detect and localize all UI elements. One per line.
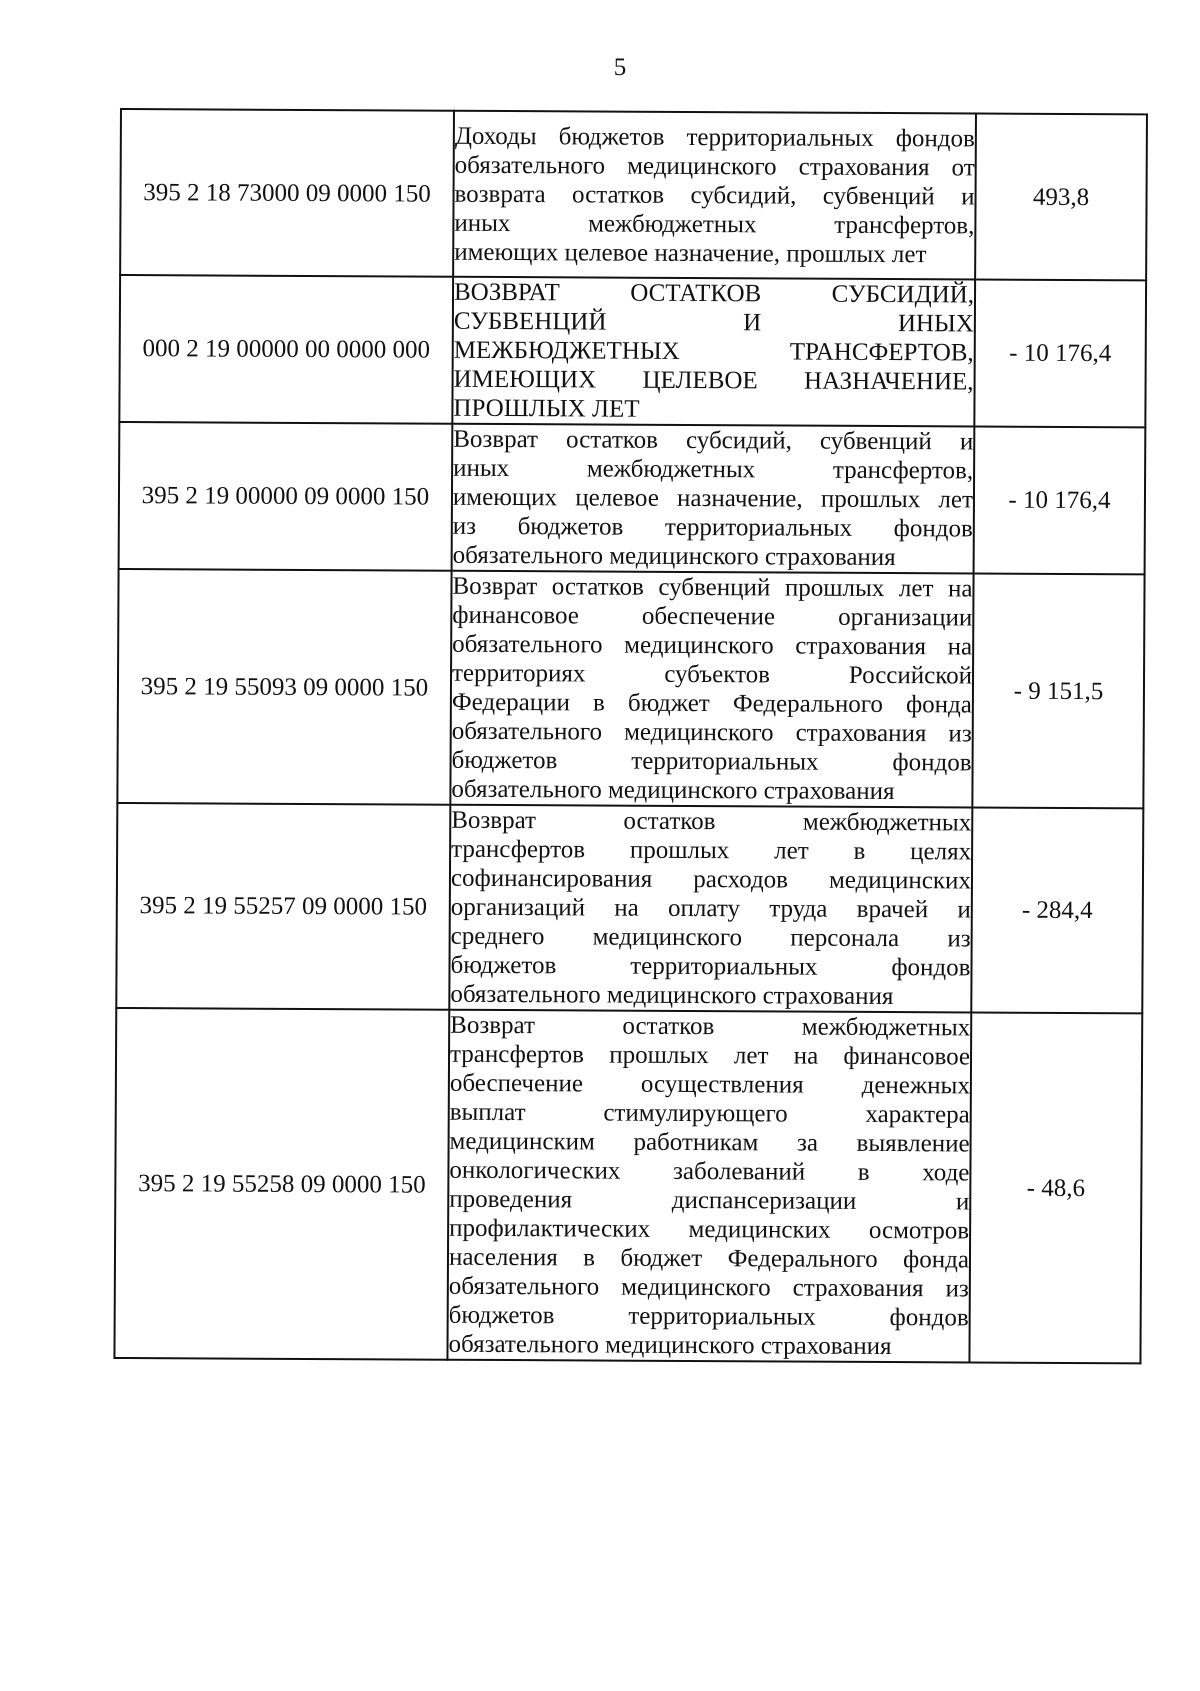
income-description-cell	[450, 571, 973, 808]
budget-table-body	[114, 109, 1147, 1363]
description-line: финансовое обеспечение организации	[452, 601, 973, 632]
amount-cell: - 10 176,4	[974, 426, 1146, 574]
description-line: имеющих целевое назначение, прошлых лет	[452, 483, 974, 514]
description-line: имеющих целевое назначение, прошлых лет	[454, 238, 927, 268]
table-row	[119, 422, 1146, 574]
income-description-cell	[452, 424, 975, 574]
description-line: обязательного медицинского страхования из	[451, 717, 972, 748]
page-number: 5	[613, 54, 627, 81]
description-line: онкологических заболеваний в ходе	[449, 1156, 970, 1187]
description-line: обязательного медицинского страхования от	[454, 151, 975, 181]
description-line: обязательного медицинского страхования	[450, 980, 894, 1011]
description-line: Федерации в бюджет Федерального фонда	[451, 688, 972, 719]
description-line: населения в бюджет Федерального фонда	[448, 1243, 970, 1274]
description-line: Возврат остатков межбюджетных	[451, 806, 972, 837]
table-row	[117, 569, 1144, 808]
description-line: трансфертов прошлых лет на финансовое	[449, 1040, 971, 1071]
description-line: Возврат остатков субсидий, субвенций и	[453, 425, 974, 456]
description-line: проведения диспансеризации и	[449, 1185, 970, 1216]
description-line: обязательного медицинского страхования	[448, 1330, 892, 1361]
income-description-cell	[453, 111, 976, 280]
description-line: трансфертов прошлых лет в целях	[451, 835, 972, 866]
description-line: ПРОШЛЫХ ЛЕТ	[453, 394, 640, 423]
description-line: территориях субъектов Российской	[451, 659, 973, 690]
description-line: обеспечение осуществления денежных	[449, 1069, 970, 1100]
description-line: организаций на оплату труда врачей и	[450, 893, 971, 924]
income-description-cell	[452, 277, 975, 427]
description-line: обязательного медицинского страхования на	[452, 630, 973, 661]
description-line: обязательного медицинского страхования из	[448, 1272, 969, 1303]
amount-cell: - 10 176,4	[974, 279, 1146, 427]
description-line: из бюджетов территориальных фондов	[452, 512, 973, 543]
amount-cell: - 9 151,5	[972, 573, 1144, 808]
description-line: иных межбюджетных трансфертов,	[454, 209, 975, 239]
description-line: Возврат остатков субвенций прошлых лет на	[452, 572, 973, 603]
income-description-cell	[447, 1010, 971, 1363]
amount-cell: 493,8	[975, 113, 1147, 280]
budget-code-cell: 395 2 19 55093 09 0000 150	[117, 569, 451, 805]
description-line: обязательного медицинского страхования	[452, 541, 896, 572]
budget-code-cell: 395 2 19 55257 09 0000 150	[116, 803, 450, 1010]
description-line: ВОЗВРАТ ОСТАТКОВ СУБСИДИЙ,	[453, 278, 975, 309]
description-line: бюджетов территориальных фондов	[450, 951, 971, 982]
description-line: СУБВЕНЦИЙ И ИНЫХ	[453, 307, 974, 338]
table-row	[114, 1008, 1142, 1363]
description-line: среднего медицинского персонала из	[450, 922, 971, 953]
budget-code-cell: 395 2 18 73000 09 0000 150	[120, 109, 454, 277]
description-line: возврата остатков субсидий, субвенций и	[454, 180, 975, 210]
amount-cell: - 284,4	[971, 807, 1143, 1013]
description-line: медицинским работникам за выявление	[449, 1127, 970, 1158]
table-row	[120, 109, 1147, 280]
description-line: софинансирования расходов медицинских	[450, 864, 972, 895]
description-line: бюджетов территориальных фондов	[451, 746, 972, 777]
description-line: иных межбюджетных трансфертов,	[453, 454, 974, 485]
description-line: профилактических медицинских осмотров	[449, 1214, 970, 1245]
description-line: МЕЖБЮДЖЕТНЫХ ТРАНСФЕРТОВ,	[453, 336, 974, 367]
amount-cell: - 48,6	[969, 1012, 1142, 1363]
description-line: Доходы бюджетов территориальных фондов	[454, 122, 975, 152]
income-description-cell	[449, 805, 972, 1013]
description-line: ИМЕЮЩИХ ЦЕЛЕВОЕ НАЗНАЧЕНИЕ,	[453, 365, 974, 396]
description-line: обязательного медицинского страхования	[451, 775, 895, 806]
budget-code-cell: 395 2 19 55258 09 0000 150	[114, 1008, 449, 1360]
description-line: бюджетов территориальных фондов	[448, 1301, 969, 1332]
table-row	[119, 275, 1146, 427]
budget-code-cell: 395 2 19 00000 09 0000 150	[119, 422, 453, 571]
table-row	[116, 803, 1143, 1013]
budget-table	[113, 108, 1148, 1364]
description-line: выплат стимулирующего характера	[449, 1098, 970, 1129]
description-line: Возврат остатков межбюджетных	[450, 1011, 971, 1042]
budget-code-cell: 000 2 19 00000 00 0000 000	[119, 275, 453, 424]
